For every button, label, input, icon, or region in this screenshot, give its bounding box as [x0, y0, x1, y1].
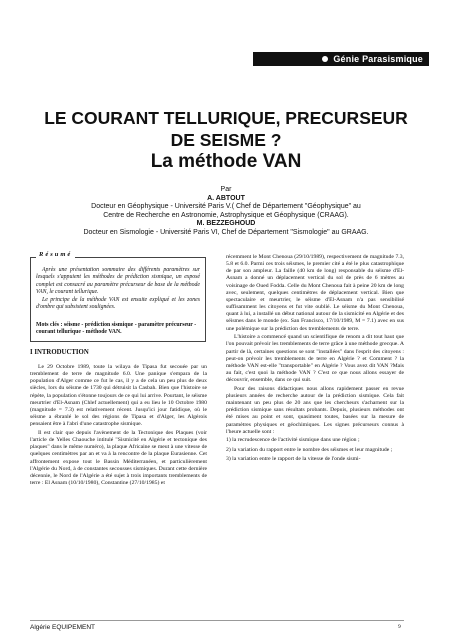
bullet-icon [322, 56, 328, 62]
right-column [226, 254, 404, 465]
list-item: 3) la variation entre le rapport de la vitesse de l'onde sismi- [226, 455, 361, 462]
intro-paragraph-1: Le 29 Octobre 1989, toute la wilaya de Tipasa fut secouée par un tremblement de terre de magnitude 6.0. Une panique s'empara de la population d'Alger comme ce fut le cas, il y a de cela un peu plus de deux siècles, lors du séisme de 1730 qui détruisit la Casbah. Bien que l'histoire se répète, la population s'étonne toujours de ce qui lui arrive. Pourtant, le séisme meurtrier d'El-Asnam (Chlef actuellement) qui a eu lieu le 10 Octobre 1980 (magnitude = 7.3) est relativement récent. Jusqu'ici jour fatidique, où le séisme a ébranlé le sol des régions de Tipasa et d'Alger, les Algérois pensaient être à l'abri d'une catastrophe sismique. [30, 364, 207, 428]
section-heading-introduction: I INTRODUCTION [30, 349, 89, 356]
right-paragraph-1: récemment le Mont Chenoua (29/10/1989), respectivement de magnitude 7.3, 5.8 et 6.0. Parmi ces trois séismes, le premier cité a été le plus catastrophique de par son ampleur. La faille (40 km de long) responsable du séisme d'El-Asnam a donné un déplacement vertical du sol de près de 6 mètres au voisinage de Oued Fodda. Celle du Mont Chenoua fait à peine 20 km de long avec, seulement, quelques centimètres de déplacement vertical. Bien que spectaculaire et meurtrier, le séisme d'El-Asnam n'a pas sensibilisé suffisamment les citoyens et fut vite oublié. Le séisme du Mont Chenoua, quant à lui, a installé un début national autour de la sismicité en Algérie et des séismes dans le monde (ex. San Francisco, 17/10/1989, M = 7.1) avec en sus une polémique sur la prédiction des tremblements de terre. [226, 254, 404, 332]
author-2-name: M. BEZZEGHOUD [196, 220, 256, 228]
author-2-affiliation: Docteur en Sismologie - Université Paris VI, Chef de Département "Sismologie" au GRAAG. [83, 228, 369, 236]
page-number: 9 [398, 624, 401, 630]
author-1-affiliation-1: Docteur en Géophysique - Université Paris V.( Chef de Département "Géophysique" au [91, 203, 361, 211]
abstract-paragraph-2: Le principe de la méthode VAN est ensuite expliqué et les zones d'ombre qui subsistent soulignées. [36, 297, 200, 311]
title-line-1: LE COURANT TELLURIQUE, PRECURSEUR [44, 108, 408, 128]
author-block [30, 186, 422, 238]
intro-paragraph-2: Il est clair que depuis l'avènement de la Tectonique des Plaques (voir l'article de Yelles Chaouche intitulé "Sismicité en Algérie et tectonique des plaques" dans le même numéro), la plaque Africaine se meut à une vitesse de quelques centimètres par an et va à la rencontre de la plaque Eurasienne. Cet affrontement expose tout le Bassin Méditerranéen, et particulièrement l'Algérie du Nord, à de constantes secousses sismiques. Durant cette dernière décennie, le Nord de l'Algérie a été sujet à trois importants tremblements de terre : El Asnam (10/10/1980), Constantine (27/10/1985) et [30, 429, 207, 486]
precursor-list [226, 437, 404, 462]
section-label: Génie Parasismique [333, 54, 423, 64]
left-column [30, 364, 207, 489]
journal-name: Algérie EQUIPEMENT [30, 624, 96, 631]
by-label: Par [220, 186, 232, 193]
author-1-name: A. ABTOUT [207, 194, 245, 202]
list-item: 1) la recrudescence de l'activité sismique dans une région ; [226, 437, 360, 444]
keywords: Mots clés : séisme - prédiction sismique - paramètre précurseur - courant tellurique - méthode VAN. [36, 322, 197, 336]
abstract-label: Résumé [36, 251, 75, 258]
right-paragraph-2: L'histoire a commencé quand un scientifique de renom a dit tout haut que l'on pouvait prévoir les tremblements de terre grâce à une méthode grecque. A partir de là, certaines questions se sont "installées" dans l'esprit des citoyens : peut-on prévoir les tremblements de terre en Algérie ? et Comment ? la méthode VAN est-elle "transportable" en Algérie ? Vous avez dit VAN ?Mais au fait, c'est quoi la méthode VAN ? C'est ce que nous allons essayer de découvrir, ensemble, dans ce qui suit. [226, 334, 404, 384]
title-line-2: DE SEISME ? [170, 130, 282, 150]
footer-divider [30, 620, 404, 621]
right-paragraph-3: Pour des raisons didactiques nous allons rapidement passer en revue plusieurs années de recherche autour de la prédiction sismique. Cela fait maintenant un peu plus de 20 ans que les chercheurs s'acharnent sur la prédiction sismique sans résultats probants. Depuis, plusieurs méthodes ont été mises au point et sont, quasiment toutes, basées sur la mesure de paramètres physiques et géochimiques. Les signes précurseurs connus à l'heure actuelle sont : [226, 385, 404, 435]
abstract-text [36, 267, 200, 313]
list-item: 2) la variation du rapport entre le nombre des séismes et leur magnitude ; [226, 446, 393, 453]
author-1-affiliation-2: Centre de Recherche en Astronomie, Astrophysique et Géophysique (CRAAG). [103, 211, 349, 219]
abstract-paragraph-1: Après une présentation sommaire des différents paramètres sur lesquels s'appuient les méthodes de prédiction sismique, un exposé complet est consacré au paramètre précurseur de base de la méthode VAN, le courant tellurique. [36, 267, 200, 295]
section-banner [253, 52, 429, 66]
title-line-3: La méthode VAN [150, 151, 302, 172]
